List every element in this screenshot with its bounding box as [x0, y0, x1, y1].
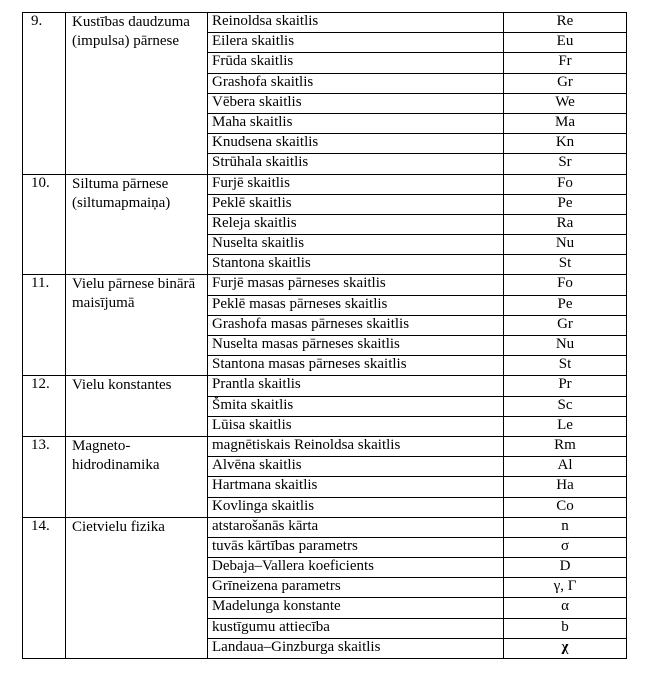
section-number: 10.	[23, 174, 66, 275]
section-number: 14.	[23, 517, 66, 658]
number-name: Peklē skaitlis	[208, 194, 504, 214]
section-title: Kustības daudzuma (impulsa) pārnese	[66, 13, 208, 175]
number-name: Furjē skaitlis	[208, 174, 504, 194]
number-name: Maha skaitlis	[208, 113, 504, 133]
number-name: Knudsena skaitlis	[208, 134, 504, 154]
table-row	[23, 13, 627, 33]
number-name: Stantona skaitlis	[208, 255, 504, 275]
number-symbol: Fr	[504, 53, 627, 73]
number-symbol: n	[504, 517, 627, 537]
number-symbol: Ha	[504, 477, 627, 497]
number-name: Frūda skaitlis	[208, 53, 504, 73]
table-row	[23, 517, 627, 537]
number-name: Madelunga konstante	[208, 598, 504, 618]
number-name: Peklē masas pārneses skaitlis	[208, 295, 504, 315]
number-name: magnētiskais Reinoldsa skaitlis	[208, 436, 504, 456]
number-name: Nuselta masas pārneses skaitlis	[208, 336, 504, 356]
table-row	[23, 275, 627, 295]
number-name: Eilera skaitlis	[208, 33, 504, 53]
number-symbol: Re	[504, 13, 627, 33]
number-name: Grashofa masas pārneses skaitlis	[208, 315, 504, 335]
number-symbol: Al	[504, 457, 627, 477]
number-symbol: σ	[504, 537, 627, 557]
number-name: Kovlinga skaitlis	[208, 497, 504, 517]
number-symbol: Eu	[504, 33, 627, 53]
number-name: Alvēna skaitlis	[208, 457, 504, 477]
number-name: kustīgumu attiecība	[208, 618, 504, 638]
number-symbol: γ, Γ	[504, 578, 627, 598]
number-name: Šmita skaitlis	[208, 396, 504, 416]
number-symbol: Co	[504, 497, 627, 517]
table-row	[23, 436, 627, 456]
section-title: Vielu pārnese binārā maisījumā	[66, 275, 208, 376]
number-symbol: Gr	[504, 315, 627, 335]
number-symbol: b	[504, 618, 627, 638]
number-symbol: Fo	[504, 275, 627, 295]
number-symbol: St	[504, 356, 627, 376]
number-symbol: α	[504, 598, 627, 618]
number-symbol: St	[504, 255, 627, 275]
number-symbol: Ra	[504, 214, 627, 234]
number-name: Landaua–Ginzburga skaitlis	[208, 638, 504, 658]
number-symbol: Sr	[504, 154, 627, 174]
number-symbol: χ	[504, 638, 627, 658]
number-name: Grashofa skaitlis	[208, 73, 504, 93]
number-symbol: Gr	[504, 73, 627, 93]
number-symbol: Nu	[504, 235, 627, 255]
number-name: Lūisa skaitlis	[208, 416, 504, 436]
number-name: Reinoldsa skaitlis	[208, 13, 504, 33]
section-title: Siltuma pārnese (siltumapmaiņa)	[66, 174, 208, 275]
section-title: Vielu konstantes	[66, 376, 208, 437]
section-title: Magneto-hidrodinamika	[66, 436, 208, 517]
number-symbol: Kn	[504, 134, 627, 154]
number-name: tuvās kārtības parametrs	[208, 537, 504, 557]
section-number: 11.	[23, 275, 66, 376]
number-symbol: D	[504, 558, 627, 578]
number-name: Nuselta skaitlis	[208, 235, 504, 255]
number-name: Hartmana skaitlis	[208, 477, 504, 497]
table-body	[23, 13, 627, 659]
number-symbol: Nu	[504, 336, 627, 356]
number-symbol: Fo	[504, 174, 627, 194]
number-symbol: We	[504, 93, 627, 113]
number-symbol: Sc	[504, 396, 627, 416]
number-symbol: Ma	[504, 113, 627, 133]
number-name: Strūhala skaitlis	[208, 154, 504, 174]
number-symbol: Rm	[504, 436, 627, 456]
table-row	[23, 376, 627, 396]
section-number: 13.	[23, 436, 66, 517]
number-name: Stantona masas pārneses skaitlis	[208, 356, 504, 376]
number-symbol: Le	[504, 416, 627, 436]
number-name: Furjē masas pārneses skaitlis	[208, 275, 504, 295]
section-number: 9.	[23, 13, 66, 175]
number-name: Releja skaitlis	[208, 214, 504, 234]
number-name: atstarošanās kārta	[208, 517, 504, 537]
number-name: Debaja–Vallera koeficients	[208, 558, 504, 578]
number-symbol: Pe	[504, 295, 627, 315]
dimensionless-numbers-table	[22, 12, 627, 659]
section-number: 12.	[23, 376, 66, 437]
number-symbol: Pr	[504, 376, 627, 396]
number-name: Grīneizena parametrs	[208, 578, 504, 598]
number-symbol: Pe	[504, 194, 627, 214]
table-row	[23, 174, 627, 194]
number-name: Prantla skaitlis	[208, 376, 504, 396]
section-title: Cietvielu fizika	[66, 517, 208, 658]
number-name: Vēbera skaitlis	[208, 93, 504, 113]
